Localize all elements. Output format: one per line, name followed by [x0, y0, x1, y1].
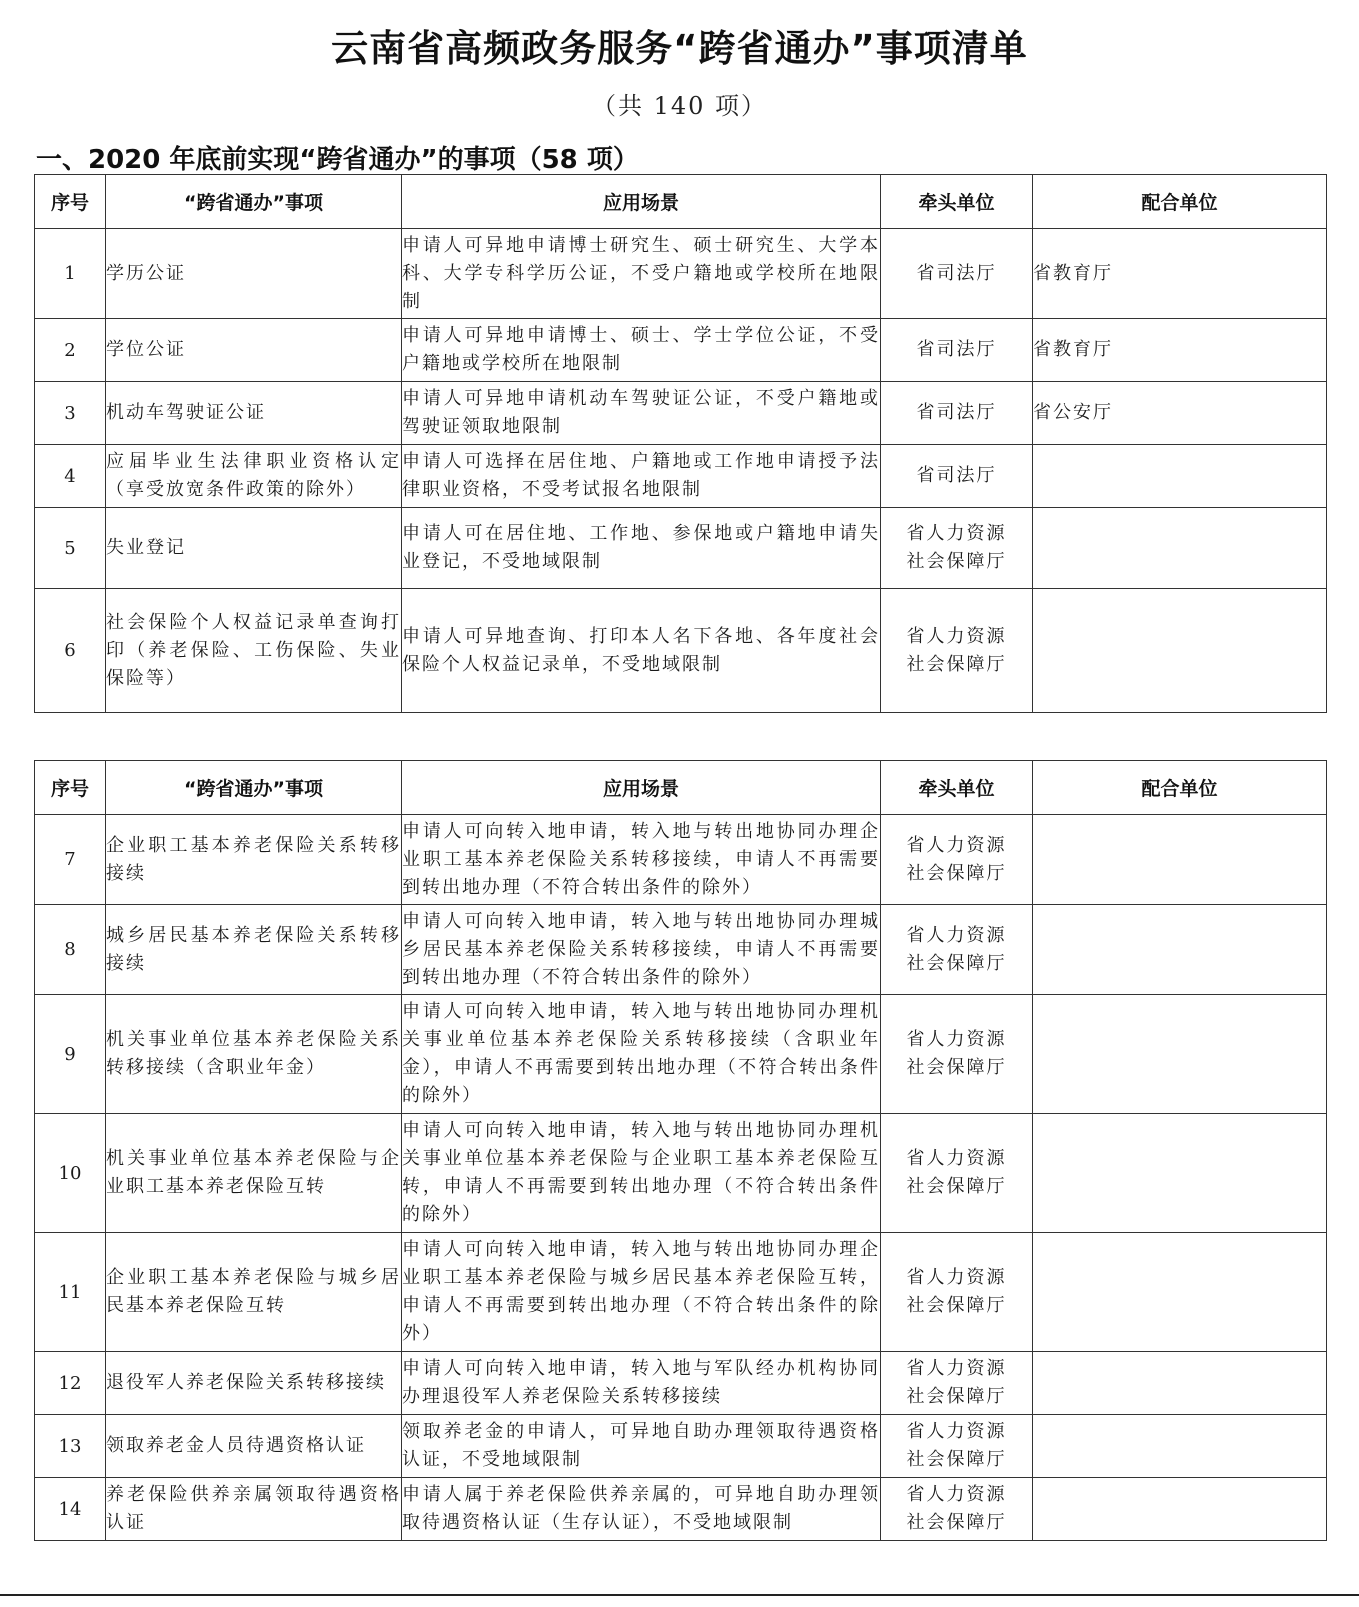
row-lead-unit: 省人力资源 社会保障厅: [881, 1352, 1033, 1415]
row-number: 13: [35, 1415, 106, 1478]
row-scene: 申请人可异地查询、打印本人名下各地、各年度社会保险个人权益记录单，不受地域限制: [402, 589, 881, 713]
row-number: 2: [35, 319, 106, 382]
row-partner-unit: [1033, 1233, 1327, 1352]
row-partner-unit: [1033, 508, 1327, 589]
header-row: [35, 761, 1327, 815]
row-partner-unit: [1033, 1114, 1327, 1233]
header-partner: 配合单位: [1033, 175, 1327, 229]
header-no: 序号: [35, 175, 106, 229]
row-scene: 申请人可异地申请博士、硕士、学士学位公证，不受户籍地或学校所在地限制: [402, 319, 881, 382]
row-number: 12: [35, 1352, 106, 1415]
row-number: 1: [35, 229, 106, 319]
row-lead-unit: 省人力资源 社会保障厅: [881, 508, 1033, 589]
row-lead-unit: 省人力资源 社会保障厅: [881, 589, 1033, 713]
row-scene: 申请人可异地申请机动车驾驶证公证，不受户籍地或驾驶证领取地限制: [402, 382, 881, 445]
row-lead-unit: 省人力资源 社会保障厅: [881, 1233, 1033, 1352]
row-scene: 领取养老金的申请人，可异地自助办理领取待遇资格认证，不受地域限制: [402, 1415, 881, 1478]
row-partner-unit: [1033, 1415, 1327, 1478]
row-item: 失业登记: [106, 508, 402, 589]
header-item: “跨省通办”事项: [106, 761, 402, 815]
row-item: 机关事业单位基本养老保险与企业职工基本养老保险互转: [106, 1114, 402, 1233]
header-partner: 配合单位: [1033, 761, 1327, 815]
table-header: [35, 761, 1327, 815]
row-number: 8: [35, 905, 106, 995]
row-scene: 申请人可向转入地申请，转入地与转出地协同办理城乡居民基本养老保险关系转移接续，申请人不再需要到转出地办理（不符合转出条件的除外）: [402, 905, 881, 995]
row-item: 养老保险供养亲属领取待遇资格认证: [106, 1478, 402, 1541]
row-scene: 申请人可在居住地、工作地、参保地或户籍地申请失业登记，不受地域限制: [402, 508, 881, 589]
row-item: 学历公证: [106, 229, 402, 319]
header-lead: 牵头单位: [881, 175, 1033, 229]
row-partner-unit: [1033, 995, 1327, 1114]
table-row: [35, 1478, 1327, 1541]
row-item: 学位公证: [106, 319, 402, 382]
row-lead-unit: 省司法厅: [881, 229, 1033, 319]
row-item: 企业职工基本养老保险关系转移接续: [106, 815, 402, 905]
table-row: [35, 815, 1327, 905]
row-item: 企业职工基本养老保险与城乡居民基本养老保险互转: [106, 1233, 402, 1352]
row-scene: 申请人属于养老保险供养亲属的，可异地自助办理领取待遇资格认证（生存认证），不受地域限制: [402, 1478, 881, 1541]
section-heading: 一、2020 年底前实现“跨省通办”的事项（58 项）: [36, 145, 639, 175]
row-partner-unit: [1033, 905, 1327, 995]
table-header: [35, 175, 1327, 229]
row-number: 5: [35, 508, 106, 589]
table-row: [35, 905, 1327, 995]
table-row: [35, 382, 1327, 445]
header-scene: 应用场景: [402, 175, 881, 229]
table-row: [35, 1114, 1327, 1233]
row-number: 9: [35, 995, 106, 1114]
row-number: 3: [35, 382, 106, 445]
bottom-divider: [0, 1594, 1359, 1596]
row-partner-unit: 省公安厅: [1033, 382, 1327, 445]
row-partner-unit: [1033, 445, 1327, 508]
row-number: 10: [35, 1114, 106, 1233]
document-subtitle: （共 140 项）: [591, 92, 768, 120]
row-item: 机动车驾驶证公证: [106, 382, 402, 445]
header-row: [35, 175, 1327, 229]
row-partner-unit: [1033, 589, 1327, 713]
row-number: 6: [35, 589, 106, 713]
document-title: 云南省高频政务服务“跨省通办”事项清单: [331, 27, 1028, 70]
items-table-part-1: [34, 174, 1327, 713]
row-partner-unit: 省教育厅: [1033, 229, 1327, 319]
row-lead-unit: 省司法厅: [881, 445, 1033, 508]
row-partner-unit: [1033, 1352, 1327, 1415]
row-number: 4: [35, 445, 106, 508]
table-row: [35, 508, 1327, 589]
header-scene: 应用场景: [402, 761, 881, 815]
row-scene: 申请人可异地申请博士研究生、硕士研究生、大学本科、大学专科学历公证，不受户籍地或学校所在地限制: [402, 229, 881, 319]
row-lead-unit: 省人力资源 社会保障厅: [881, 995, 1033, 1114]
items-table-part-2: [34, 760, 1327, 1541]
header-no: 序号: [35, 761, 106, 815]
row-lead-unit: 省司法厅: [881, 382, 1033, 445]
table-row: [35, 445, 1327, 508]
row-item: 应届毕业生法律职业资格认定（享受放宽条件政策的除外）: [106, 445, 402, 508]
row-number: 7: [35, 815, 106, 905]
row-number: 14: [35, 1478, 106, 1541]
row-item: 退役军人养老保险关系转移接续: [106, 1352, 402, 1415]
header-item: “跨省通办”事项: [106, 175, 402, 229]
row-lead-unit: 省人力资源 社会保障厅: [881, 815, 1033, 905]
table-row: [35, 1233, 1327, 1352]
table-row: [35, 995, 1327, 1114]
row-scene: 申请人可选择在居住地、户籍地或工作地申请授予法律职业资格，不受考试报名地限制: [402, 445, 881, 508]
table-row: [35, 319, 1327, 382]
table-row: [35, 1415, 1327, 1478]
row-scene: 申请人可向转入地申请，转入地与军队经办机构协同办理退役军人养老保险关系转移接续: [402, 1352, 881, 1415]
table-row: [35, 229, 1327, 319]
row-item: 机关事业单位基本养老保险关系转移接续（含职业年金）: [106, 995, 402, 1114]
row-item: 领取养老金人员待遇资格认证: [106, 1415, 402, 1478]
row-item: 城乡居民基本养老保险关系转移接续: [106, 905, 402, 995]
row-number: 11: [35, 1233, 106, 1352]
row-lead-unit: 省人力资源 社会保障厅: [881, 1114, 1033, 1233]
header-lead: 牵头单位: [881, 761, 1033, 815]
row-scene: 申请人可向转入地申请，转入地与转出地协同办理机关事业单位基本养老保险关系转移接续（含职业年金），申请人不再需要到转出地办理（不符合转出条件的除外）: [402, 995, 881, 1114]
row-lead-unit: 省人力资源 社会保障厅: [881, 1415, 1033, 1478]
row-scene: 申请人可向转入地申请，转入地与转出地协同办理企业职工基本养老保险关系转移接续，申请人不再需要到转出地办理（不符合转出条件的除外）: [402, 815, 881, 905]
row-lead-unit: 省司法厅: [881, 319, 1033, 382]
row-scene: 申请人可向转入地申请，转入地与转出地协同办理企业职工基本养老保险与城乡居民基本养老保险互转，申请人不再需要到转出地办理（不符合转出条件的除外）: [402, 1233, 881, 1352]
row-partner-unit: [1033, 1478, 1327, 1541]
row-lead-unit: 省人力资源 社会保障厅: [881, 905, 1033, 995]
row-lead-unit: 省人力资源 社会保障厅: [881, 1478, 1033, 1541]
table-row: [35, 589, 1327, 713]
row-item: 社会保险个人权益记录单查询打印（养老保险、工伤保险、失业保险等）: [106, 589, 402, 713]
row-scene: 申请人可向转入地申请，转入地与转出地协同办理机关事业单位基本养老保险与企业职工基本养老保险互转，申请人不再需要到转出地办理（不符合转出条件的除外）: [402, 1114, 881, 1233]
row-partner-unit: 省教育厅: [1033, 319, 1327, 382]
row-partner-unit: [1033, 815, 1327, 905]
table-row: [35, 1352, 1327, 1415]
